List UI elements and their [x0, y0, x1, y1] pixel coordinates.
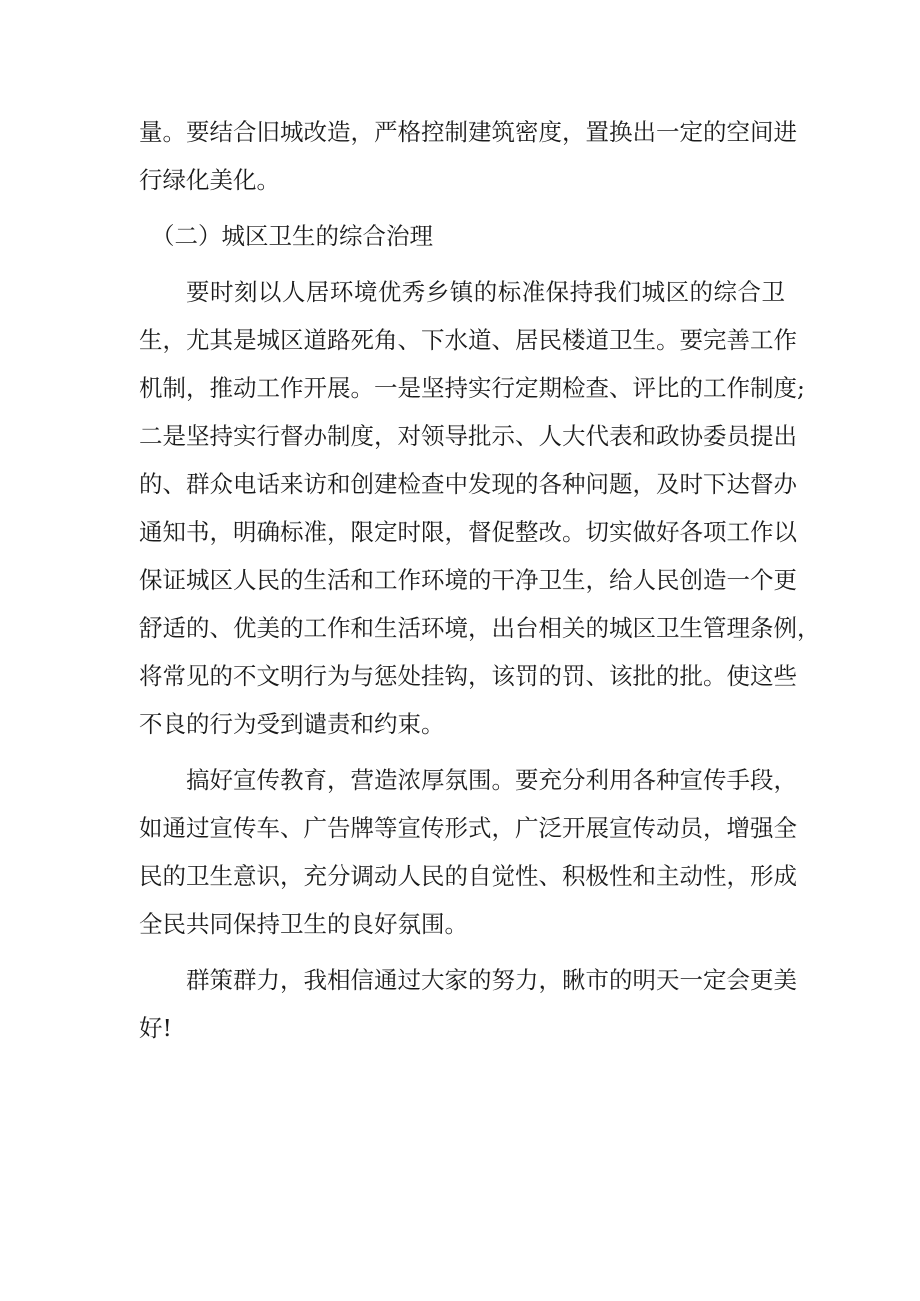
- text-line: 如通过宣传车、广告牌等宣传形式，广泛开展宣传动员，增强全: [139, 814, 797, 842]
- text-line: 生，尤其是城区道路死角、下水道、居民楼道卫生。要完善工作: [139, 326, 797, 354]
- document-body: [139, 108, 821, 1052]
- text-line: 要时刻以人居环境优秀乡镇的标准保持我们城区的综合卫: [186, 278, 785, 306]
- text-line: 的、群众电话来访和创建检查中发现的各种问题，及时下达督办: [139, 470, 797, 498]
- text-line: 二是坚持实行督办制度，对领导批示、人大代表和政协委员提出: [139, 422, 797, 450]
- text-line: 机制，推动工作开展。一是坚持实行定期检查、评比的工作制度;: [139, 374, 805, 402]
- text-line: 行绿化美化。: [139, 166, 280, 194]
- text-line: 将常见的不文明行为与惩处挂钩，该罚的罚、该批的批。使这些: [139, 662, 797, 690]
- text-line: 好!: [139, 1014, 172, 1042]
- text-line: 舒适的、优美的工作和生活环境，出台相关的城区卫生管理条例，: [139, 614, 821, 642]
- text-line: 保证城区人民的生活和工作环境的干净卫生，给人民创造一个更: [139, 566, 797, 594]
- text-line: 民的卫生意识，充分调动人民的自觉性、积极性和主动性，形成: [139, 862, 797, 890]
- text-line: 群策群力，我相信通过大家的努力，瞅市的明天一定会更美: [186, 966, 797, 994]
- paragraph: [139, 956, 797, 1052]
- text-line: 通知书，明确标准，限定时限，督促整改。切实做好各项工作以: [139, 518, 797, 546]
- text-line: 量。要结合旧城改造，严格控制建筑密度，置换出一定的空间进: [139, 118, 797, 146]
- text-line: 全民共同保持卫生的良好氛围。: [139, 910, 468, 938]
- section-heading: （二）城区卫生的综合治理: [151, 222, 433, 250]
- paragraph: [139, 108, 797, 204]
- text-line: 搞好宣传教育，营造浓厚氛围。要充分利用各种宣传手段，: [186, 766, 797, 794]
- paragraph: [139, 756, 797, 948]
- paragraph: [139, 268, 821, 748]
- text-line: 不良的行为受到谴责和约束。: [139, 710, 445, 738]
